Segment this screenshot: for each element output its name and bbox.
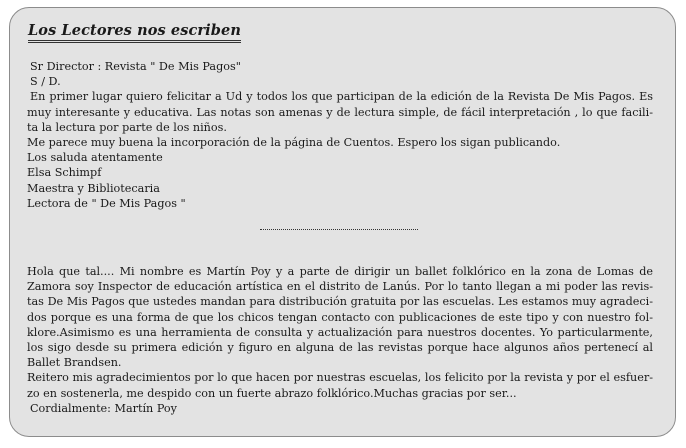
sd-line: S / D.: [30, 75, 61, 89]
closing-line: Los saluda atentamente: [27, 151, 163, 165]
body-line: klore.Asimismo es una herramienta de consulta y actualización para nuestros docentes. Yo particularmente,: [27, 325, 653, 339]
body-line: Ballet Brandsen.: [27, 356, 122, 370]
body-line: Reitero mis agradecimientos por lo que hacen por nuestras escuelas, los felicito por la revista y por el esfuer-: [27, 371, 653, 385]
body-line: muy interesante y educativa. Las notas son amenas y de lectura simple, de fácil interpretación , lo que facili-: [27, 105, 653, 119]
reader-of: Lectora de " De Mis Pagos ": [27, 196, 186, 210]
body-line: zo en sostenerla, me despido con un fuerte abrazo folklórico.Muchas gracias por ser...: [27, 386, 517, 400]
body-line: los sigo desde su primera edición y figuro en alguna de las revistas porque hace algunos años pertenecí al: [27, 341, 653, 355]
body-line: ta la lectura por parte de los niños.: [27, 120, 227, 134]
signature: Cordialmente: Martín Poy: [30, 401, 177, 415]
body-line: Me parece muy buena la incorporación de la página de Cuentos. Espero los sigan publicando.: [27, 136, 561, 150]
letter-martin-poy: [27, 264, 653, 416]
letter-elsa-schimpf: [27, 59, 653, 211]
body-line: En primer lugar quiero felicitar a Ud y todos los que participan de la edición de la Revista De Mis Pagos. Es: [30, 90, 653, 104]
signer-name: Elsa Schimpf: [27, 166, 102, 180]
section-title: Los Lectores nos escriben: [28, 22, 241, 43]
body-line: tas De Mis Pagos que ustedes mandan para distribución gratuita por las escuelas. Les estamos muy agradeci-: [27, 295, 653, 309]
body-line: dos porque es una forma de que los chicos tengan contacto con publicaciones de este tipo y con nuestro fol-: [27, 310, 653, 324]
body-line: Hola que tal.... Mi nombre es Martín Poy y a parte de dirigir un ballet folklórico en la zona de Lomas de: [27, 265, 653, 278]
divider-dotted: [260, 229, 418, 230]
body-line: Zamora soy Inspector de educación artística en el distrito de Lanús. Por lo tanto llegan a mi poder las revis-: [27, 280, 653, 294]
signer-role: Maestra y Bibliotecaria: [27, 181, 160, 195]
salutation: Sr Director : Revista " De Mis Pagos": [30, 60, 241, 73]
